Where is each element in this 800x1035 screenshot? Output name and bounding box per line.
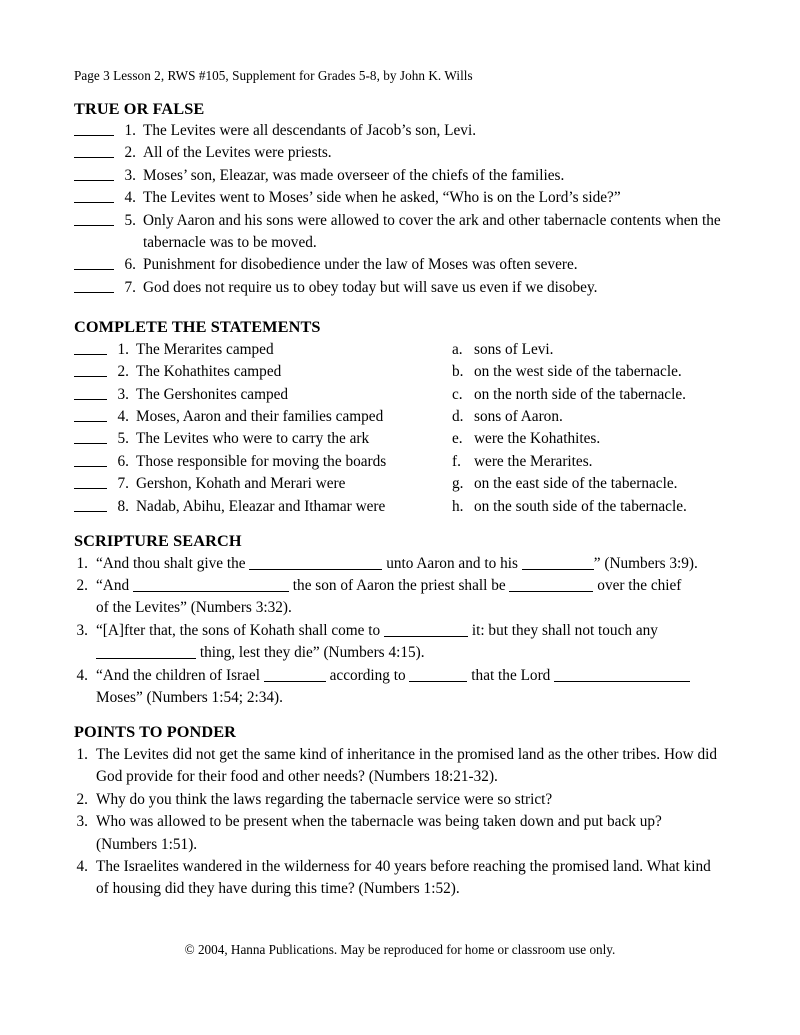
item-text: Moses, Aaron and their families camped bbox=[136, 408, 384, 426]
item-text: All of the Levites were priests. bbox=[143, 144, 332, 162]
true-false-item bbox=[74, 210, 726, 255]
item-number: 2. bbox=[76, 790, 88, 808]
sentence-part: the son of Aaron the priest shall be bbox=[292, 577, 506, 595]
matching-option bbox=[452, 339, 726, 361]
item-number: 4. bbox=[117, 408, 129, 426]
fill-in-blank[interactable] bbox=[249, 555, 382, 570]
answer-blank[interactable] bbox=[74, 254, 114, 270]
sentence-part: “[A]fter that, the sons of Kohath shall come to bbox=[96, 621, 381, 639]
item-number: 6. bbox=[124, 256, 136, 274]
section-points-to-ponder bbox=[74, 722, 726, 900]
option-text: on the north side of the tabernacle. bbox=[474, 385, 686, 403]
sentence-part: unto Aaron and to his bbox=[386, 554, 518, 572]
item-number: 1. bbox=[76, 746, 88, 764]
option-letter: e. bbox=[452, 430, 463, 448]
document-header-line: Page 3 Lesson 2, RWS #105, Supplement for Grades 5-8, by John K. Wills bbox=[74, 68, 473, 83]
sentence-part: that the Lord bbox=[471, 666, 551, 684]
statement-item bbox=[74, 339, 452, 361]
answer-blank[interactable] bbox=[74, 187, 114, 203]
answer-blank[interactable] bbox=[74, 339, 107, 355]
item-body bbox=[96, 665, 726, 710]
answer-blank[interactable] bbox=[74, 277, 114, 293]
matching-option bbox=[452, 384, 726, 406]
matching-block bbox=[74, 339, 726, 518]
item-number: 5. bbox=[124, 211, 136, 229]
matching-option bbox=[452, 406, 726, 428]
item-number: 8. bbox=[117, 497, 129, 515]
option-letter: c. bbox=[452, 385, 463, 403]
scripture-item bbox=[74, 665, 726, 710]
item-text: The Israelites wandered in the wilderness for 40 years before reaching the promised land. What kind of housing did they have during this time? (Numbers 1:52). bbox=[96, 858, 711, 898]
sentence-part: “And thou shalt give the bbox=[96, 554, 246, 572]
option-letter: h. bbox=[452, 497, 464, 515]
page-content bbox=[74, 68, 726, 901]
section-heading-true-or-false: TRUE OR FALSE bbox=[74, 98, 205, 118]
item-text: Gershon, Kohath and Merari were bbox=[136, 475, 346, 493]
sentence-part: it: but they shall not touch any bbox=[471, 621, 658, 639]
answer-blank[interactable] bbox=[74, 142, 114, 158]
true-false-item bbox=[74, 142, 726, 164]
statement-item bbox=[74, 361, 452, 383]
option-text: were the Kohathites. bbox=[474, 430, 601, 448]
statement-item bbox=[74, 384, 452, 406]
true-false-item bbox=[74, 165, 726, 187]
item-number: 1. bbox=[117, 340, 129, 358]
statement-item bbox=[74, 473, 452, 495]
fill-in-blank[interactable] bbox=[264, 667, 326, 682]
answer-blank[interactable] bbox=[74, 165, 114, 181]
matching-option bbox=[452, 451, 726, 473]
section-heading-scripture-search: SCRIPTURE SEARCH bbox=[74, 531, 242, 551]
sentence-part: of the Levites” (Numbers 3:32). bbox=[96, 599, 292, 617]
answer-blank[interactable] bbox=[74, 451, 107, 467]
statement-item bbox=[74, 428, 452, 450]
fill-in-blank[interactable] bbox=[554, 667, 690, 682]
item-text: The Merarites camped bbox=[136, 340, 274, 358]
sentence-part: ” (Numbers 3:9). bbox=[593, 554, 698, 572]
item-text: The Gershonites camped bbox=[136, 385, 289, 403]
true-false-item bbox=[74, 120, 726, 142]
ponder-item bbox=[74, 856, 726, 901]
sentence-part: “And bbox=[96, 577, 130, 595]
scripture-item bbox=[74, 553, 726, 575]
option-letter: b. bbox=[452, 363, 464, 381]
fill-in-blank[interactable] bbox=[522, 555, 594, 570]
matching-option bbox=[452, 428, 726, 450]
item-text: The Levites were all descendants of Jacob’s son, Levi. bbox=[143, 122, 477, 140]
item-number: 4. bbox=[76, 666, 88, 684]
item-text: The Levites went to Moses’ side when he asked, “Who is on the Lord’s side?” bbox=[143, 189, 621, 207]
item-text: Moses’ son, Eleazar, was made overseer of the chiefs of the families. bbox=[143, 166, 565, 184]
item-body bbox=[96, 575, 726, 620]
option-text: on the south side of the tabernacle. bbox=[474, 497, 687, 515]
item-text: God does not require us to obey today but will save us even if we disobey. bbox=[143, 278, 598, 296]
spacer bbox=[74, 709, 726, 722]
item-number: 7. bbox=[117, 475, 129, 493]
matching-option bbox=[452, 496, 726, 518]
item-text: Those responsible for moving the boards bbox=[136, 452, 387, 470]
option-text: sons of Aaron. bbox=[474, 408, 563, 426]
item-number: 2. bbox=[76, 577, 88, 595]
item-number: 3. bbox=[76, 621, 88, 639]
item-text: Only Aaron and his sons were allowed to cover the ark and other tabernacle contents when the tabernacle was to be moved. bbox=[143, 211, 721, 252]
item-text: Punishment for disobedience under the law of Moses was often severe. bbox=[143, 256, 578, 274]
true-false-item bbox=[74, 254, 726, 276]
item-number: 7. bbox=[124, 278, 136, 296]
answer-blank[interactable] bbox=[74, 120, 114, 136]
matching-option bbox=[452, 361, 726, 383]
item-text: Nadab, Abihu, Eleazar and Ithamar were bbox=[136, 497, 386, 515]
scripture-item bbox=[74, 575, 726, 620]
sentence-part: over the chief bbox=[597, 577, 682, 595]
answer-blank[interactable] bbox=[74, 496, 107, 512]
fill-in-blank[interactable] bbox=[509, 577, 593, 592]
section-complete-the-statements bbox=[74, 317, 726, 518]
item-body bbox=[96, 553, 726, 575]
item-body bbox=[96, 620, 726, 665]
item-text: Who was allowed to be present when the tabernacle was being taken down and put back up? (Numbers 1:51). bbox=[96, 813, 662, 853]
statement-item bbox=[74, 406, 452, 428]
item-number: 5. bbox=[117, 430, 129, 448]
fill-in-blank[interactable] bbox=[384, 622, 468, 637]
item-text: The Levites did not get the same kind of inheritance in the promised land as the other tribes. How did God provide for their food and other needs? (Numbers 18:21-32). bbox=[96, 746, 718, 786]
true-false-item bbox=[74, 277, 726, 299]
item-text: Why do you think the laws regarding the tabernacle service were so strict? bbox=[96, 790, 553, 808]
item-number: 3. bbox=[117, 385, 129, 403]
section-true-or-false bbox=[74, 99, 726, 300]
ponder-item bbox=[74, 744, 726, 789]
section-heading-points-to-ponder: POINTS TO PONDER bbox=[74, 722, 237, 742]
option-text: were the Merarites. bbox=[474, 452, 593, 470]
answer-blank[interactable] bbox=[74, 473, 107, 489]
item-number: 1. bbox=[124, 122, 136, 140]
fill-in-blank[interactable] bbox=[409, 667, 467, 682]
matching-left-column bbox=[74, 339, 452, 518]
answer-blank[interactable] bbox=[74, 361, 107, 377]
item-text: The Levites who were to carry the ark bbox=[136, 430, 370, 448]
matching-right-column bbox=[452, 339, 726, 518]
fill-in-blank[interactable] bbox=[133, 577, 289, 592]
answer-blank[interactable] bbox=[74, 406, 107, 422]
item-number: 4. bbox=[124, 189, 136, 207]
item-number: 4. bbox=[76, 858, 88, 876]
item-number: 3. bbox=[124, 166, 136, 184]
fill-in-blank[interactable] bbox=[96, 644, 196, 659]
copyright-footer: © 2004, Hanna Publications. May be reproduced for home or classroom use only. bbox=[184, 942, 616, 957]
option-text: on the east side of the tabernacle. bbox=[474, 475, 678, 493]
statement-item bbox=[74, 451, 452, 473]
sentence-part: “And the children of Israel bbox=[96, 666, 260, 684]
sentence-part: Moses” (Numbers 1:54; 2:34). bbox=[96, 689, 283, 707]
item-number: 1. bbox=[76, 554, 88, 572]
option-text: on the west side of the tabernacle. bbox=[474, 363, 682, 381]
item-number: 2. bbox=[124, 144, 136, 162]
true-false-item bbox=[74, 187, 726, 209]
option-letter: f. bbox=[452, 452, 461, 470]
ponder-item bbox=[74, 789, 726, 811]
option-letter: g. bbox=[452, 475, 464, 493]
item-number: 6. bbox=[117, 452, 129, 470]
item-number: 2. bbox=[117, 363, 129, 381]
item-text: The Kohathites camped bbox=[136, 363, 282, 381]
answer-blank[interactable] bbox=[74, 210, 114, 226]
scripture-item bbox=[74, 620, 726, 665]
item-number: 3. bbox=[76, 813, 88, 831]
sentence-part: according to bbox=[329, 666, 406, 684]
matching-option bbox=[452, 473, 726, 495]
option-letter: a. bbox=[452, 340, 463, 358]
answer-blank[interactable] bbox=[74, 384, 107, 400]
option-letter: d. bbox=[452, 408, 464, 426]
section-scripture-search bbox=[74, 531, 726, 709]
spacer bbox=[74, 299, 726, 317]
option-text: sons of Levi. bbox=[474, 340, 554, 358]
answer-blank[interactable] bbox=[74, 428, 107, 444]
statement-item bbox=[74, 496, 452, 518]
section-heading-complete-the-statements: COMPLETE THE STATEMENTS bbox=[74, 317, 321, 337]
sentence-part: thing, lest they die” (Numbers 4:15). bbox=[199, 644, 425, 662]
ponder-item bbox=[74, 811, 726, 856]
spacer bbox=[74, 518, 726, 531]
